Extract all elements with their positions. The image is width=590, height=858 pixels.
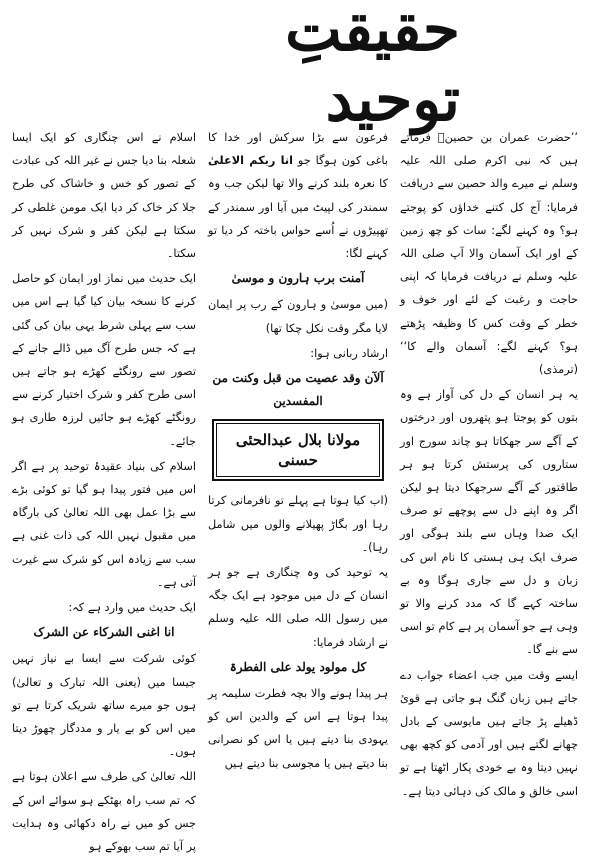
paragraph-fitra: ہر پیدا ہونے والا بچہ فطرت سلیمہ پر پیدا ہوتا ہے اس کے والدین اس کو یہودی بنا دیتے ہیں یا اس کو نصرانی بنا دیتے ہیں یا مجوسی بنا دیتے ہیں bbox=[208, 687, 388, 770]
paragraph-hadith-imran bbox=[400, 126, 578, 381]
paragraph-pharaoh bbox=[208, 126, 388, 265]
paragraph-text: ’’حضرت عمران بن حصینؓ فرماتے ہیں کہ نبی اکرم صلی اللہ علیہ وسلم نے میرے والد حصین سے دریافت فرمایا: آج کل کتنے خداؤں کو پوجتے ہو؟ وہ کہنے لگے: سات کو چھ زمین کے اور ایک آسمان والا آپ صلی اللہ علیہ وسلم نے دریافت فرمایا کہ اپنی حاجت و رغبت کے لئے اور خوف و خطر کے وقت کس کا وظیفہ پڑھتے ہو؟ کہنے لگے: آسمان والے کا‘‘ bbox=[400, 131, 578, 353]
paragraph-divine-reply: ارشاد ربانی ہوا: bbox=[310, 346, 388, 360]
arabic-verse: آلآن وقد عصیت من قبل وکنت من المفسدین bbox=[212, 371, 384, 409]
author-name: مولانا بلال عبدالحئی حسنی bbox=[216, 423, 380, 477]
column-middle bbox=[208, 126, 388, 770]
column-left bbox=[12, 126, 196, 854]
paragraph-helplessness: ایسے وقت میں جب اعضاء جواب دے جاتے ہیں زبان گنگ ہو جاتی ہے قوئ ڈھیلے پڑ جاتے ہیں مایوسی کے بادل چھانے لگتے ہیں اور آدمی کو کچھ بھی نہیں دیتا وہ بے خودی پکار اٹھتا ہے تو اسی خالق و مالک کی دہائی دیتا ہے۔ bbox=[400, 668, 578, 798]
paragraph-spark: یہ توحید کی وہ چنگاری ہے جو ہر انسان کے دل میں موجود ہے ایک جگہ میں رسول اللہ صلی اللہ علیہ وسلم نے ارشاد فرمایا: bbox=[208, 566, 388, 649]
paragraph-islam-spark: اسلام نے اس چنگاری کو ایک ایسا شعلہ بنا دیا جس نے غیر اللہ کی عبادت کے تصور کو خس و خاشاک کی طرح جلا کر خاک کر دیا ایک مومن غلطی کر سکتا ہے لیکن کفر و شرک نہیں کر سکتا۔ bbox=[12, 131, 196, 261]
reference-tirmidhi: (ترمذی) bbox=[538, 363, 578, 377]
article-title: حقیقتِ توحید bbox=[285, 0, 460, 135]
paragraph-text: فرعون سے بڑا سرکش اور خدا کا باغی کون ہوگا جو bbox=[208, 131, 388, 168]
paragraph-translation: کوئی شرکت سے ایسا بے نیاز نہیں جیسا میں (یعنی اللہ تبارک و تعالیٰ) ہوں جو میرے ساتھ شریک کرتا ہے تو میں اس کو بے یار و مددگار چھوڑ دیتا ہوں۔ bbox=[12, 652, 196, 759]
arabic-hadith: کل مولود یولد علی الفطرۃ bbox=[229, 659, 367, 674]
paragraph-text: کا نعرہ بلند کرنے والا تھا لیکن جب وہ سمندر کی لپیٹ میں آیا اور سمندر کے تھپیڑوں نے اُسے حواس باختہ کر دیا تو کہنے لگا: bbox=[208, 177, 388, 261]
paragraph-hadith-intro: ایک حدیث میں وارد ہے کہ: bbox=[68, 601, 196, 615]
author-box bbox=[212, 419, 384, 481]
paragraph-hadith-faith: ایک حدیث میں نماز اور ایمان کو حاصل کرنے کا نسخہ بیان کیا گیا ہے اس میں سب سے پہلی شرط یہی بیان کی گئی ہے کہ جس طرح آگ میں ڈالے جانے کے تصور سے رونگٹے کھڑے ہو جاتے ہیں اسی طرح کفر و شرک اختیار کرنے سے رونگٹے کھڑے ہو جائیں لرزہ طاری ہو جائے۔ bbox=[12, 272, 196, 448]
arabic-hadith: انا اغنی الشرکاء عن الشرک bbox=[33, 625, 175, 640]
paragraph-tawhid-basis: اسلام کی بنیاد عقیدۂ توحید پر ہے اگر اس میں فتور پیدا ہو گیا تو کوئی بڑے سے بڑا عمل بھی اللہ تعالیٰ کی بارگاہ میں مقبول نہیں اللہ کی ذات غنی ہے سب سے زیادہ اس کو شرک سے غیرت آتی ہے۔ bbox=[12, 459, 196, 589]
paragraph-translation: (اب کیا ہوتا ہے پہلے تو نافرمانی کرتا رہا اور بگاڑ پھیلانے والوں میں شامل رہا)۔ bbox=[208, 494, 388, 554]
paragraph-announcement: اللہ تعالیٰ کی طرف سے اعلان ہوتا ہے کہ تم سب راہ بھٹکے ہو سوائے اس کے جس کو میں نے راہ دکھائی وہ ہدایت پر آیا تم سب بھوکے ہو bbox=[12, 770, 196, 854]
column-right bbox=[400, 126, 578, 798]
quote-arabic: انا ربکم الاعلیٰ bbox=[208, 154, 293, 168]
arabic-verse: آمنت برب ہارون و موسیٰ bbox=[231, 271, 365, 286]
paragraph-translation: (میں موسیٰ و ہارون کے رب پر ایمان لایا مگر وقت نکل چکا تھا) bbox=[208, 298, 388, 335]
paragraph-inner-voice: یہ ہر انسان کے دل کی آواز ہے وہ بتوں کو پوجتا ہو پتھروں اور درختوں کے آگے سر جھکاتا ہو چاند سورج اور ستاروں کی پرستش کرتا ہو ہر طاقتور کے آگے سرجھکا دیتا ہو لیکن اگر وہ اپنے دل سے پوچھے تو صرف ایک صدا وہاں سے بلند ہوگی اور صرف ایک ہی ہستی کا نام اس کی زبان و دل سے جاری ہوگا وہ بے ساختہ کہے گا کہ مدد کرنے والا تو وہی ہے جو آسمان پر ہے کام تو اسی سے بنے گا۔ bbox=[400, 388, 578, 657]
